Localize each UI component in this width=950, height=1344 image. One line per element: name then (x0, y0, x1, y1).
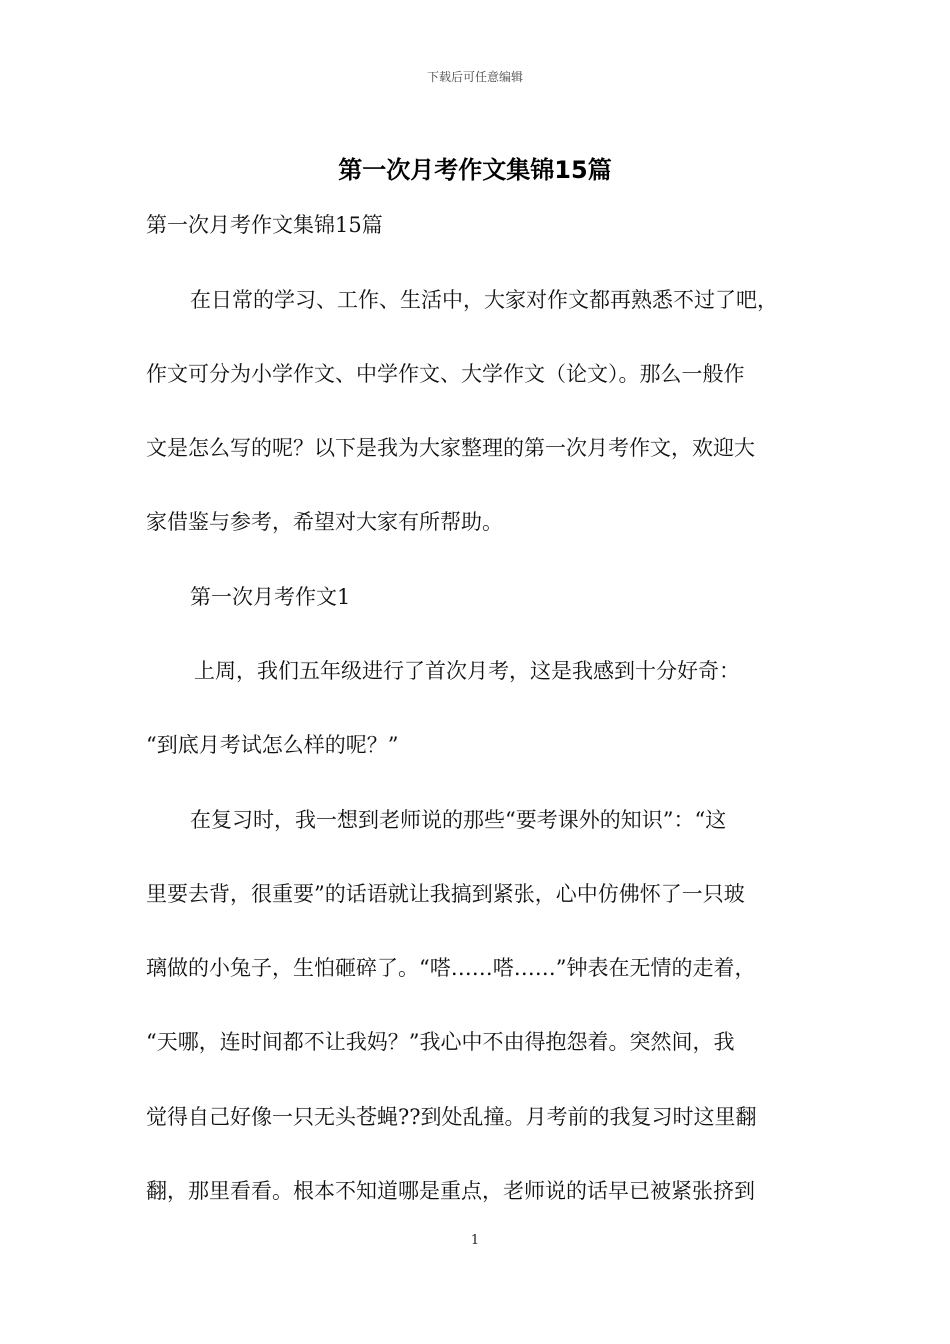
paragraph-line: 璃做的小兔子，生怕砸碎了。“嗒……嗒……”钟表在无情的走着， (146, 956, 756, 980)
subtitle-line: 第一次月考作文集锦15篇 (146, 213, 383, 237)
paragraph-line: 觉得自己好像一只无头苍蝇??到处乱撞。月考前的我复习时这里翻 (146, 1105, 757, 1129)
paragraph-line: 上周，我们五年级进行了首次月考，这是我感到十分好奇： (194, 659, 740, 683)
page-number: 1 (470, 1233, 480, 1248)
document-title: 第一次月考作文集锦15篇 (338, 156, 612, 184)
paragraph-line: “天哪，连时间都不让我妈？”我心中不由得抱怨着。突然间，我 (146, 1030, 735, 1054)
section-heading: 第一次月考作文1 (190, 585, 351, 609)
header-note: 下载后可任意编辑 (426, 70, 523, 84)
paragraph-line: 里要去背，很重要”的话语就让我搞到紧张，心中仿佛怀了一只玻 (146, 882, 745, 906)
paragraph-line: 作文可分为小学作文、中学作文、大学作文（论文）。那么一般作 (146, 362, 745, 386)
paragraph-line: 在日常的学习、工作、生活中，大家对作文都再熟悉不过了吧， (190, 288, 778, 312)
paragraph-line: 文是怎么写的呢？以下是我为大家整理的第一次月考作文，欢迎大 (146, 436, 755, 460)
paragraph-line: 在复习时，我一想到老师说的那些“要考课外的知识”：“这 (190, 808, 727, 832)
paragraph-line: “到底月考试怎么样的呢？” (146, 733, 399, 757)
paragraph-line: 翻，那里看看。根本不知道哪是重点，老师说的话早已被紧张挤到 (146, 1179, 755, 1203)
paragraph-line: 家借鉴与参考，希望对大家有所帮助。 (146, 510, 503, 534)
